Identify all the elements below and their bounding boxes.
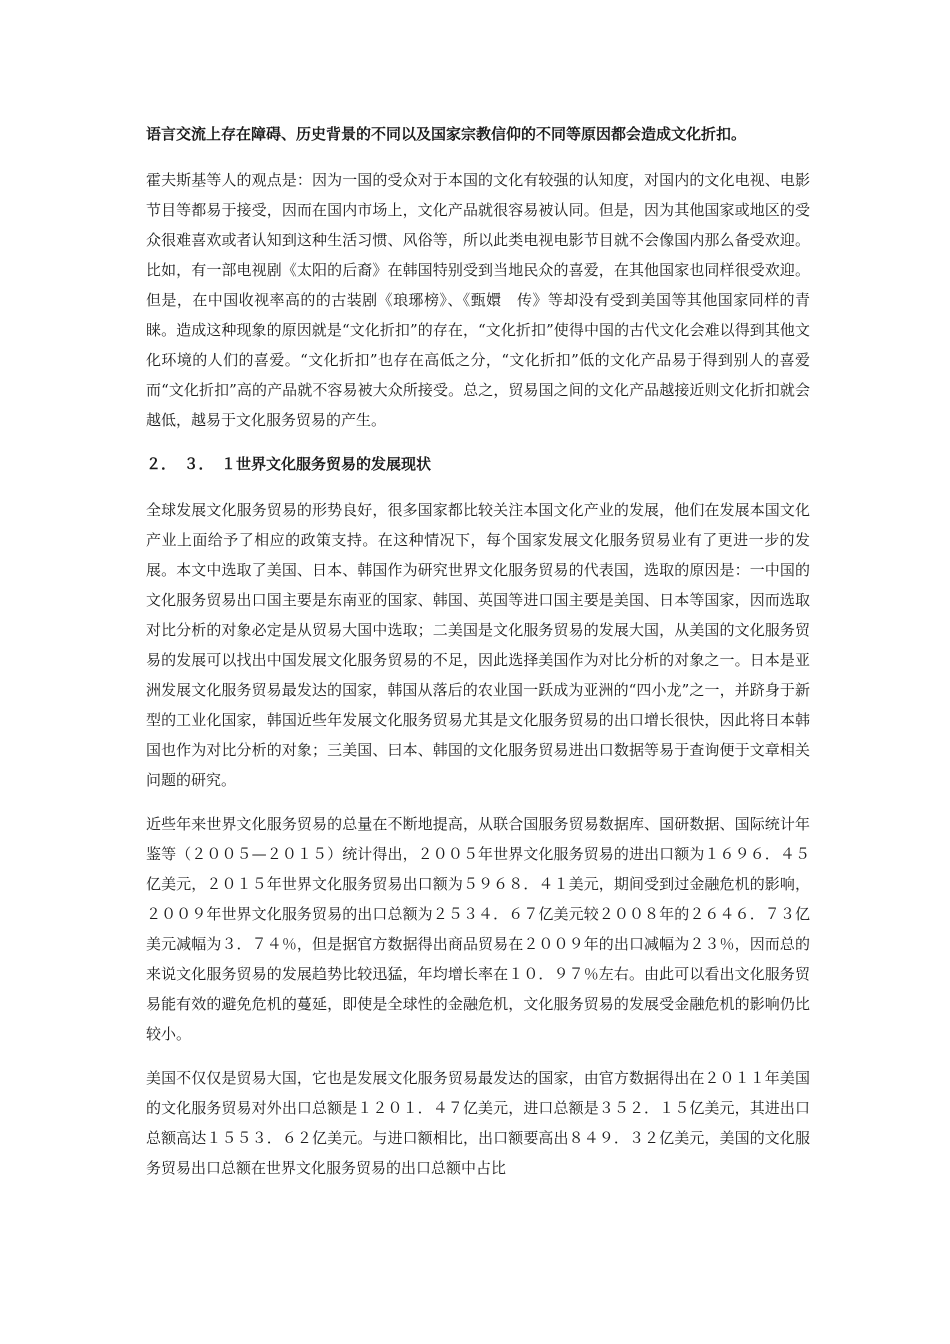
section-heading: ２． ３． １世界文化服务贸易的发展现状	[146, 455, 432, 473]
lead-line: 语言交流上存在障碍、历史背景的不同以及国家宗教信仰的不同等原因都会造成文化折扣。	[146, 125, 747, 143]
paragraph-world-trade-volume: 近些年来世界文化服务贸易的总量在不断地提高，从联合国服务贸易数据库、国研数据、国际统计年鉴等（２００５—２０１５）统计得出，２００５年世界文化服务贸易的进出口额为１６９６．４５亿美元，２０１５年世界文化服务贸易出口额为５９６８．４１美元，期间受到过金融危机的影响，２００９年世界文化服务贸易的出口总额为２５３４．６７亿美元较２００８年的２６４６．７３亿美元减幅为３．７４％，但是据官方数据得出商品贸易在２００９年的出口减幅为２３％，因而总的来说文化服务贸易的发展趋势比较迅猛，年均增长率在１０．９７％左右。由此可以看出文化服务贸易能有效的避免危机的蔓延，即使是全球性的金融危机，文化服务贸易的发展受金融危机的影响仍比较小。	[146, 815, 810, 1043]
paragraph-cultural-discount: 霍夫斯基等人的观点是：因为一国的受众对于本国的文化有较强的认知度，对国内的文化电视、电影节目等都易于接受，因而在国内市场上，文化产品就很容易被认同。但是，因为其他国家或地区的受众很难喜欢或者认知到这种生活习惯、风俗等，所以此类电视电影节目就不会像国内那么备受欢迎。比如，有一部电视剧《太阳的后裔》在韩国特别受到当地民众的喜爱，在其他国家也同样很受欢迎。但是，在中国收视率高的的古装剧《琅琊榜》、《甄嬛 传》等却没有受到美国等其他国家同样的青睐。造成这种现象的原因就是“文化折扣”的存在，“文化折扣”使得中国的古代文化会难以得到其他文化环境的人们的喜爱。“文化折扣”也存在高低之分，“文化折扣”低的文化产品易于得到别人的喜爱而“文化折扣”高的产品就不容易被大众所接受。总之，贸易国之间的文化产品越接近则文化折扣就会越低，越易于文化服务贸易的产生。	[146, 171, 810, 429]
paragraph-country-selection: 全球发展文化服务贸易的形势良好，很多国家都比较关注本国文化产业的发展，他们在发展本国文化产业上面给予了相应的政策支持。在这种情况下，每个国家发展文化服务贸易业有了更进一步的发展。本文中选取了美国、日本、韩国作为研究世界文化服务贸易的代表国，选取的原因是：一中国的文化服务贸易出口国主要是东南亚的国家、韩国、英国等进口国主要是美国、日本等国家，因而选取对比分析的对象必定是从贸易大国中选取；二美国是文化服务贸易的发展大国，从美国的文化服务贸易的发展可以找出中国发展文化服务贸易的不足，因此选择美国作为对比分析的对象之一。日本是亚洲发展文化服务贸易最发达的国家，韩国从落后的农业国一跃成为亚洲的“四小龙”之一，并跻身于新型的工业化国家，韩国近些年发展文化服务贸易尤其是文化服务贸易的出口增长很快，因此将日本韩国也作为对比分析的对象；三美国、曰本、韩国的文化服务贸易进出口数据等易于查询便于文章相关问题的研究。	[146, 501, 810, 789]
document-body	[146, 119, 810, 1197]
paragraph-us-trade: 美国不仅仅是贸易大国，它也是发展文化服务贸易最发达的国家，由官方数据得出在２０１１年美国的文化服务贸易对外出口总额是１２０１．４７亿美元，进口总额是３５２．１５亿美元，其进出口总额高达１５５３．６２亿美元。与进口额相比，出口额要高出８４９．３２亿美元，美国的文化服务贸易出口总额在世界文化服务贸易的出口总额中占比	[146, 1069, 810, 1177]
